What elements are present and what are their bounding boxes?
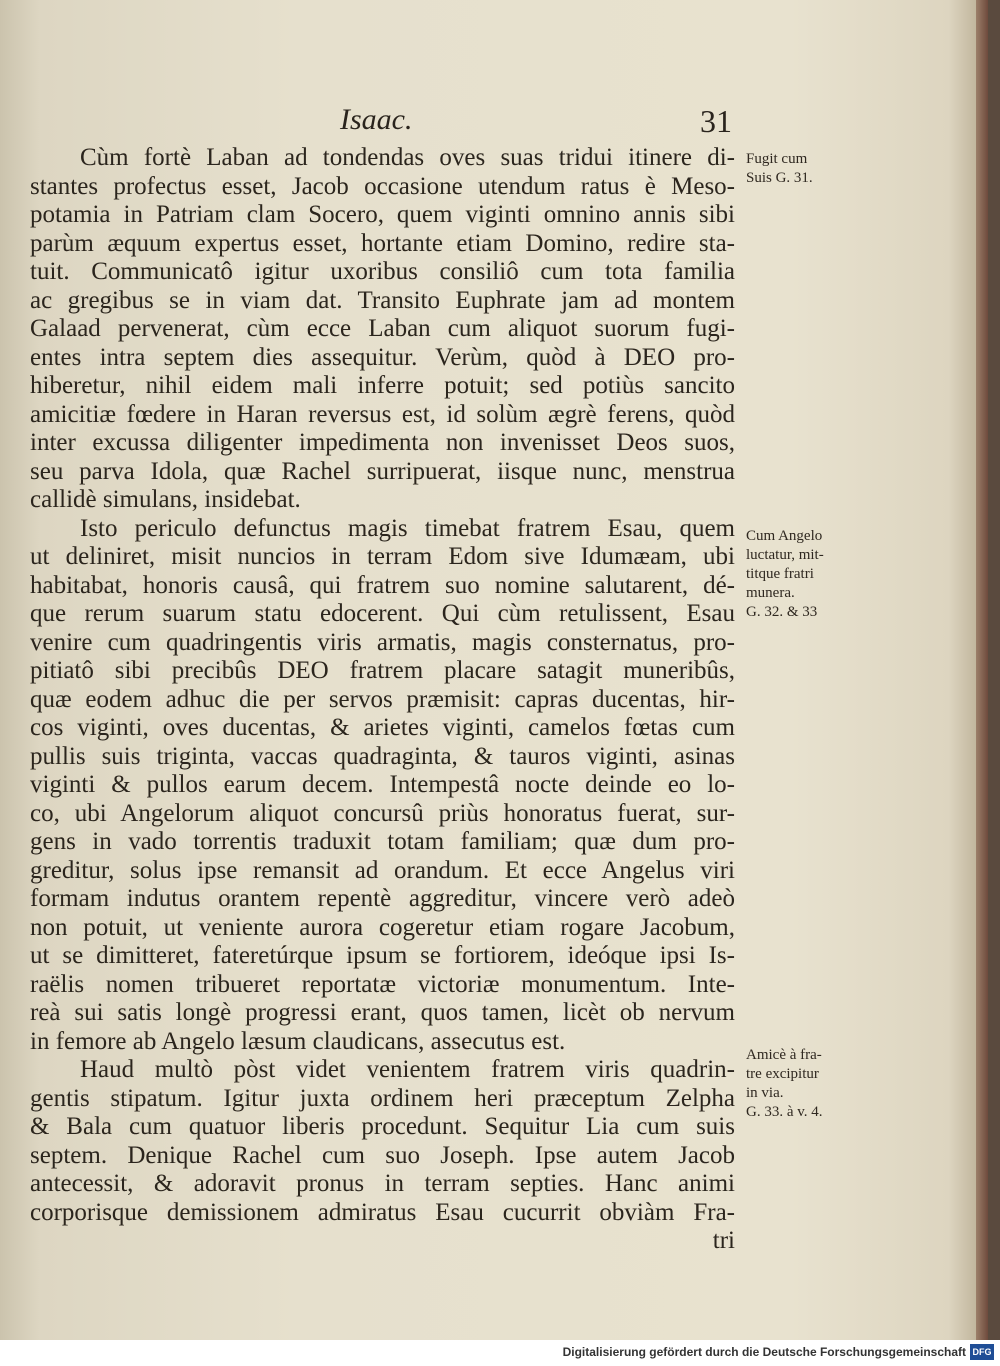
text-line: septem. Denique Rachel cum suo Joseph. Ipse autem Jacob — [30, 1141, 735, 1169]
text-line: Cùm fortè Laban ad tondendas oves suas tridui itinere di- — [80, 144, 735, 171]
text-line: raëlis nomen tribueret reportatæ victoriæ monumentum. Inte- — [30, 970, 735, 998]
text-line: Isto periculo defunctus magis timebat fratrem Esau, quem — [80, 514, 735, 542]
text-line: seu parva Idola, quæ Rachel surripuerat, iisque nunc, menstrua — [30, 457, 735, 485]
text-line: gentis stipatum. Igitur juxta ordinem heri præceptum Zelpha — [30, 1084, 735, 1112]
margin-note-line: Fugit cum — [746, 151, 808, 167]
text-line: cos viginti, oves ducentas, & arietes viginti, camelos fœtas cum — [30, 714, 735, 741]
text-line: hiberetur, nihil eidem mali inferre potuit; sed potiùs sancito — [30, 372, 735, 399]
margin-note-line: in via. — [746, 1085, 784, 1101]
text-line: parùm æquum expertus esset, hortante etiam Domino, redire sta- — [30, 229, 735, 257]
page-number: 31 — [700, 103, 732, 139]
text-line: pullis suis triginta, vaccas quadraginta, & tauros viginti, asinas — [30, 742, 735, 770]
margin-note-line: munera. — [746, 585, 795, 601]
text-line: tuit. Communicatô igitur uxoribus consiliô cum tota familia — [30, 258, 735, 285]
body-text — [30, 144, 735, 1256]
text-line: entes intra septem dies assequitur. Verùm, quòd à DEO pro- — [30, 343, 735, 371]
text-line: inter excussa diligenter impedimenta non invenisset Deos suos, — [30, 429, 735, 456]
margin-note-line: G. 32. & 33 — [746, 604, 818, 620]
footer-bar — [0, 1340, 1000, 1366]
text-line: gens in vado torrentis traduxit totam familiam; quæ dum pro- — [30, 828, 735, 855]
text-line: quæ eodem adhuc die per servos præmisit: capras ducentas, hir- — [30, 685, 735, 713]
margin-note — [746, 527, 866, 622]
text-line: in femore ab Angelo læsum claudicans, assecutus est. — [30, 1027, 566, 1055]
text-line: amicitiæ fœdere in Haran reversus est, id solùm ægrè ferens, quòd — [30, 400, 735, 428]
text-line: formam indutus orantem repentè aggreditur, vincere verò adeò — [30, 885, 735, 912]
margin-note — [746, 150, 866, 188]
text-line: non potuit, ut veniente aurora cogeretur etiam rogare Jacobum, — [30, 913, 735, 941]
text-line: ac gregibus se in viam dat. Transito Euphrate jam ad montem — [30, 286, 735, 314]
page-edge — [976, 0, 988, 1340]
margin-note-line: Cum Angelo — [746, 528, 823, 544]
text-line: viginti & pullos earum decem. Intempestâ nocte deinde eo lo- — [30, 771, 735, 798]
text-line: habitabat, honoris causâ, qui fratrem suo nomine salutarent, dé- — [30, 571, 735, 599]
margin-note-line: Suis G. 31. — [746, 170, 813, 186]
text-line: venire cum quadringentis viris armatis, magis consternatus, pro- — [30, 628, 735, 656]
margin-note-line: luctatur, mit- — [746, 547, 824, 563]
text-line: Galaad pervenerat, cùm ecce Laban cum aliquot suorum fugi- — [30, 315, 735, 342]
text-line: callidè simulans, insidebat. — [30, 486, 301, 513]
margin-note-line: titque fratri — [746, 566, 814, 582]
running-head: Isaac. — [340, 103, 413, 136]
text-line: potamia in Patriam clam Socero, quem viginti omnino annis sibi — [30, 201, 735, 228]
text-line: ut deliniret, misit nuncios in terram Edom sive Idumæam, ubi — [30, 543, 735, 570]
text-line: reà sui satis longè progressi erant, quos tamen, licèt ob nervum — [30, 999, 735, 1026]
text-line: pitiatô sibi precibûs DEO fratrem placare satagit muneribûs, — [30, 657, 735, 684]
text-line: greditur, solus ipse remansit ad orandum. Et ecce Angelus viri — [30, 856, 735, 884]
text-line: & Bala cum quatuor liberis procedunt. Sequitur Lia cum suis — [30, 1113, 735, 1140]
text-line: stantes profectus esset, Jacob occasione utendum ratus è Meso- — [30, 172, 735, 200]
text-line: corporisque demissionem admiratus Esau cucurrit obviàm Fra- — [30, 1198, 735, 1226]
catchword: tri — [712, 1227, 735, 1254]
text-line: que rerum suarum statu edocerent. Qui cùm retulissent, Esau — [30, 600, 735, 627]
margin-note-line: Amicè à fra- — [746, 1047, 822, 1063]
text-line: Haud multò pòst videt venientem fratrem viris quadrin- — [80, 1056, 735, 1083]
digitization-credit: Digitalisierung gefördert durch die Deutsche Forschungsgemeinschaft — [562, 1345, 966, 1359]
text-line: ut se dimitteret, fateretúrque ipsum se fortiorem, ideóque ipsi Is- — [30, 942, 735, 969]
dfg-logo-icon: DFG — [970, 1344, 994, 1360]
margin-note — [746, 1046, 866, 1122]
text-line: antecessit, & adoravit pronus in terram septies. Hanc animi — [30, 1170, 735, 1197]
margin-note-line: tre excipitur — [746, 1066, 819, 1082]
page-header — [0, 103, 740, 143]
text-line: co, ubi Angelorum aliquot concursû priùs honoratus fuerat, sur- — [30, 799, 735, 827]
margin-note-line: G. 33. à v. 4. — [746, 1104, 823, 1120]
